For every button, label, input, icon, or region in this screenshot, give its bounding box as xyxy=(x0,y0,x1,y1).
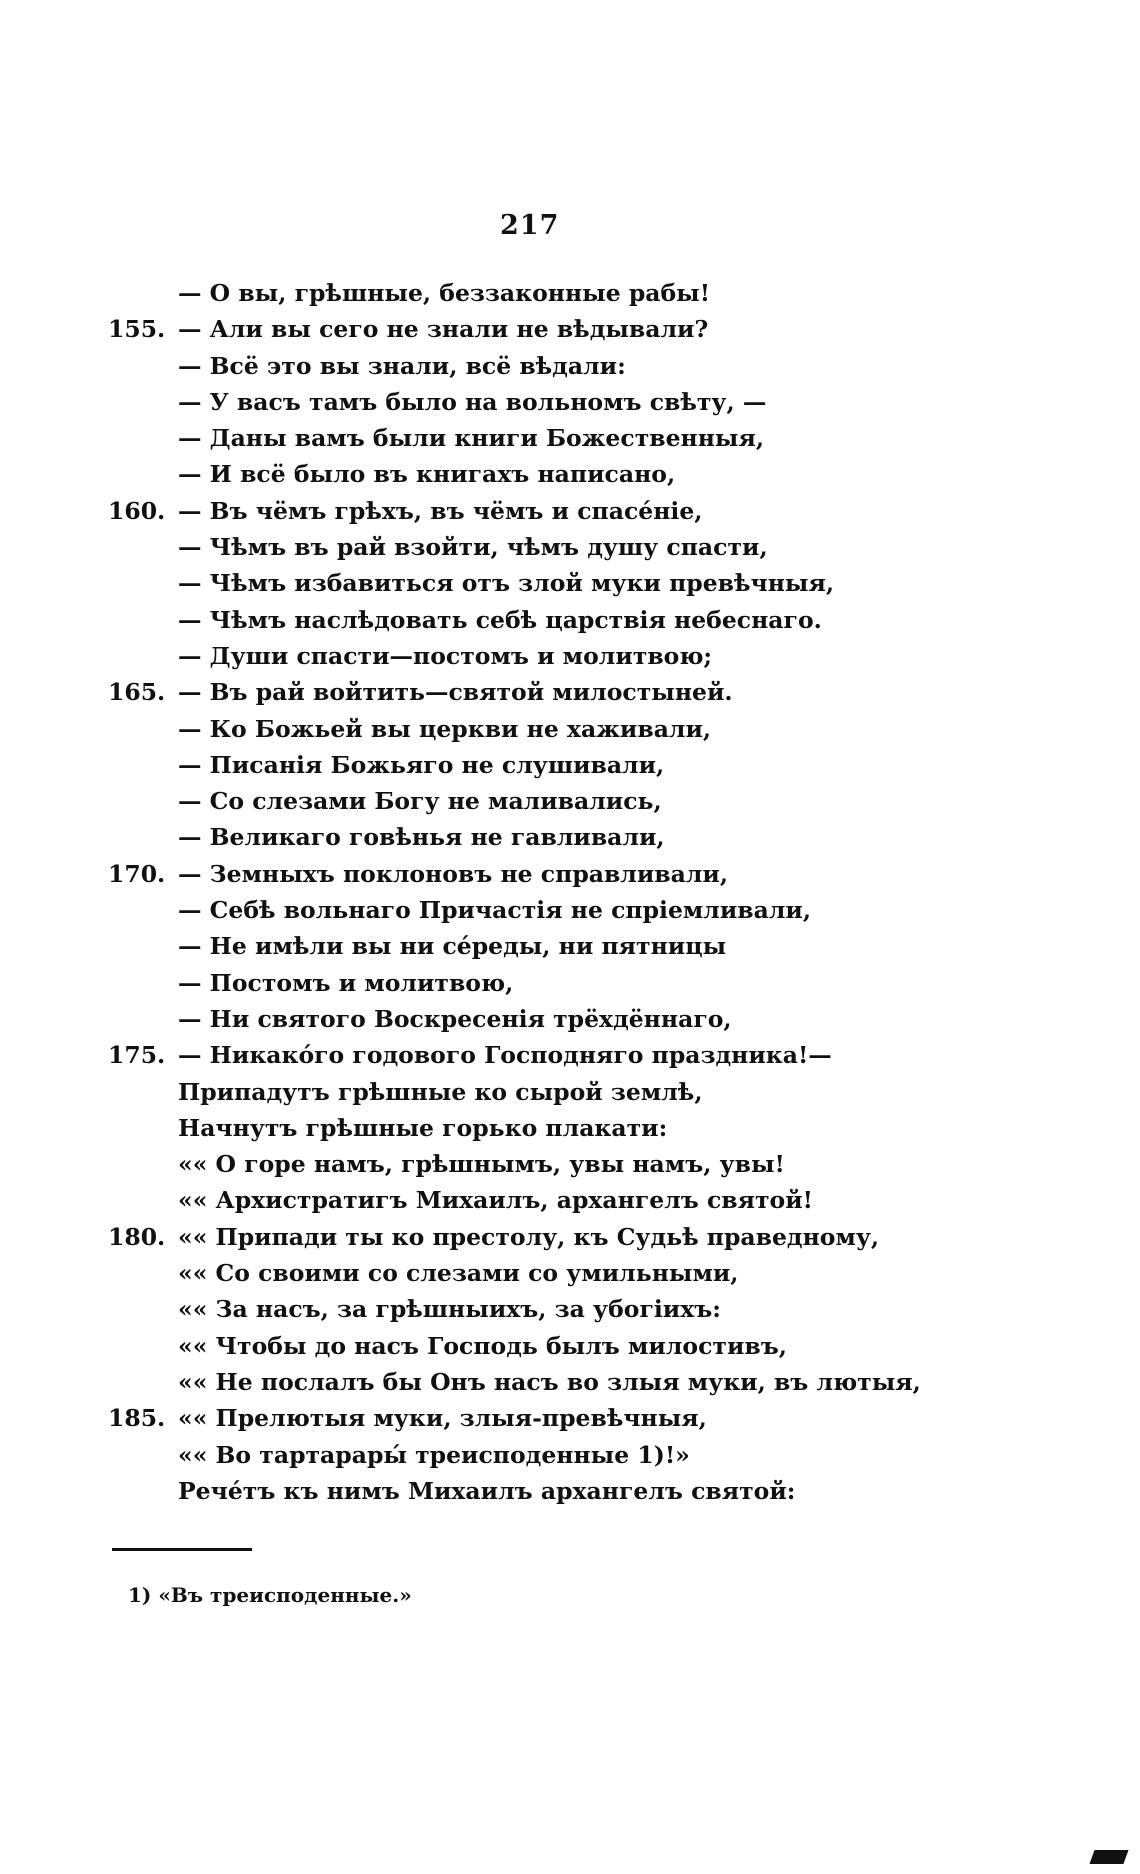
line-text: — И всё было въ книгахъ написано, xyxy=(178,460,676,489)
verse-line xyxy=(0,493,1140,529)
verse-line xyxy=(0,420,1140,456)
line-text: — Постомъ и молитвою, xyxy=(178,968,514,997)
verse-line xyxy=(0,1328,1140,1364)
line-text: — Со слезами Богу не маливались, xyxy=(178,787,662,816)
verse-line xyxy=(0,565,1140,601)
verse-line xyxy=(0,1437,1140,1473)
line-text: «« За насъ, за грѣшныихъ, за убогіихъ: xyxy=(178,1295,721,1324)
line-text: — Никакóго годового Господняго праздника!— xyxy=(178,1041,832,1070)
verse-line xyxy=(0,674,1140,710)
line-text: «« Со своими со слезами со умильными, xyxy=(178,1259,739,1288)
line-text: «« Архистратигъ Михаилъ, архангелъ святой! xyxy=(178,1186,813,1215)
verse-line xyxy=(0,1364,1140,1400)
line-text: — Въ рай войтить—святой милостыней. xyxy=(178,678,733,707)
verse-line xyxy=(0,928,1140,964)
verse-line xyxy=(0,529,1140,565)
line-number: 165. xyxy=(108,678,166,707)
line-text: — Всё это вы знали, всё вѣдали: xyxy=(178,351,626,380)
line-text: «« Припади ты ко престолу, къ Судьѣ праведному, xyxy=(178,1222,880,1251)
verse-line xyxy=(0,384,1140,420)
verse-line xyxy=(0,638,1140,674)
verse-line xyxy=(0,1146,1140,1182)
line-text: — Въ чёмъ грѣхъ, въ чёмъ и спасе́ніе, xyxy=(178,496,703,525)
line-text: Речéтъ къ нимъ Михаилъ архангелъ святой: xyxy=(178,1476,796,1505)
line-text: — Чѣмъ избавиться отъ злой муки превѣчныя, xyxy=(178,569,835,598)
verse-line xyxy=(0,747,1140,783)
line-text: Припадутъ грѣшные ко сырой землѣ, xyxy=(178,1077,703,1106)
line-number: 155. xyxy=(108,315,166,344)
verse-line xyxy=(0,456,1140,492)
line-text: — Земныхъ поклоновъ не справливали, xyxy=(178,859,729,888)
verse-line xyxy=(0,1291,1140,1327)
line-number: 180. xyxy=(108,1222,166,1251)
verse-line xyxy=(0,856,1140,892)
line-text: — У васъ тамъ было на вольномъ свѣту, — xyxy=(178,387,767,416)
line-text: — Души спасти—постомъ и молитвою; xyxy=(178,641,713,670)
line-text: — Писанія Божьяго не слушивали, xyxy=(178,750,665,779)
verse-line xyxy=(0,819,1140,855)
line-text: — Ко Божьей вы церкви не хаживали, xyxy=(178,714,712,743)
line-text: — Себѣ вольнаго Причастія не спріемливали, xyxy=(178,896,812,925)
verse-line xyxy=(0,311,1140,347)
line-text: — Великаго говѣнья не гавливали, xyxy=(178,823,665,852)
verse-line xyxy=(0,1001,1140,1037)
page-number: 217 xyxy=(500,210,560,241)
verse-line xyxy=(0,1074,1140,1110)
scan-mark-icon xyxy=(1089,1850,1128,1864)
verse-line xyxy=(0,783,1140,819)
line-number: 175. xyxy=(108,1041,166,1070)
line-text: «« Чтобы до насъ Господь былъ милостивъ, xyxy=(178,1331,787,1360)
line-text: «« Прелютыя муки, злыя-превѣчныя, xyxy=(178,1404,707,1433)
verse-line xyxy=(0,602,1140,638)
line-number: 170. xyxy=(108,859,166,888)
verse-block xyxy=(0,275,1140,1509)
verse-line xyxy=(0,1182,1140,1218)
verse-line xyxy=(0,1219,1140,1255)
line-text: «« Во тартарары́ треисподенные 1)!» xyxy=(178,1440,690,1469)
footnote-divider xyxy=(112,1548,252,1551)
verse-line xyxy=(0,1400,1140,1436)
line-text: — Ни святого Воскресенія трёхдённаго, xyxy=(178,1004,732,1033)
line-text: — Али вы сего не знали не вѣдывали? xyxy=(178,315,709,344)
line-text: «« О горе намъ, грѣшнымъ, увы намъ, увы! xyxy=(178,1150,785,1179)
verse-line xyxy=(0,1473,1140,1509)
verse-line xyxy=(0,1110,1140,1146)
line-text: — Чѣмъ въ рай взойти, чѣмъ душу спасти, xyxy=(178,533,768,562)
line-text: — Не имѣли вы ни сéреды, ни пятницы xyxy=(178,932,727,961)
verse-line xyxy=(0,348,1140,384)
line-text: — Чѣмъ наслѣдовать себѣ царствія небеснаго. xyxy=(178,605,822,634)
verse-line xyxy=(0,965,1140,1001)
verse-line xyxy=(0,1037,1140,1073)
verse-line xyxy=(0,1255,1140,1291)
verse-line xyxy=(0,892,1140,928)
verse-line xyxy=(0,711,1140,747)
line-text: — Даны вамъ были книги Божественныя, xyxy=(178,424,765,453)
line-text: Начнутъ грѣшные горько плакати: xyxy=(178,1113,668,1142)
line-number: 185. xyxy=(108,1404,166,1433)
verse-line xyxy=(0,275,1140,311)
line-number: 160. xyxy=(108,496,166,525)
line-text: «« Не послалъ бы Онъ насъ во злыя муки, въ лютыя, xyxy=(178,1367,921,1396)
footnote: 1) «Въ треисподенные.» xyxy=(128,1583,412,1607)
line-text: — О вы, грѣшные, беззаконные рабы! xyxy=(178,279,711,307)
